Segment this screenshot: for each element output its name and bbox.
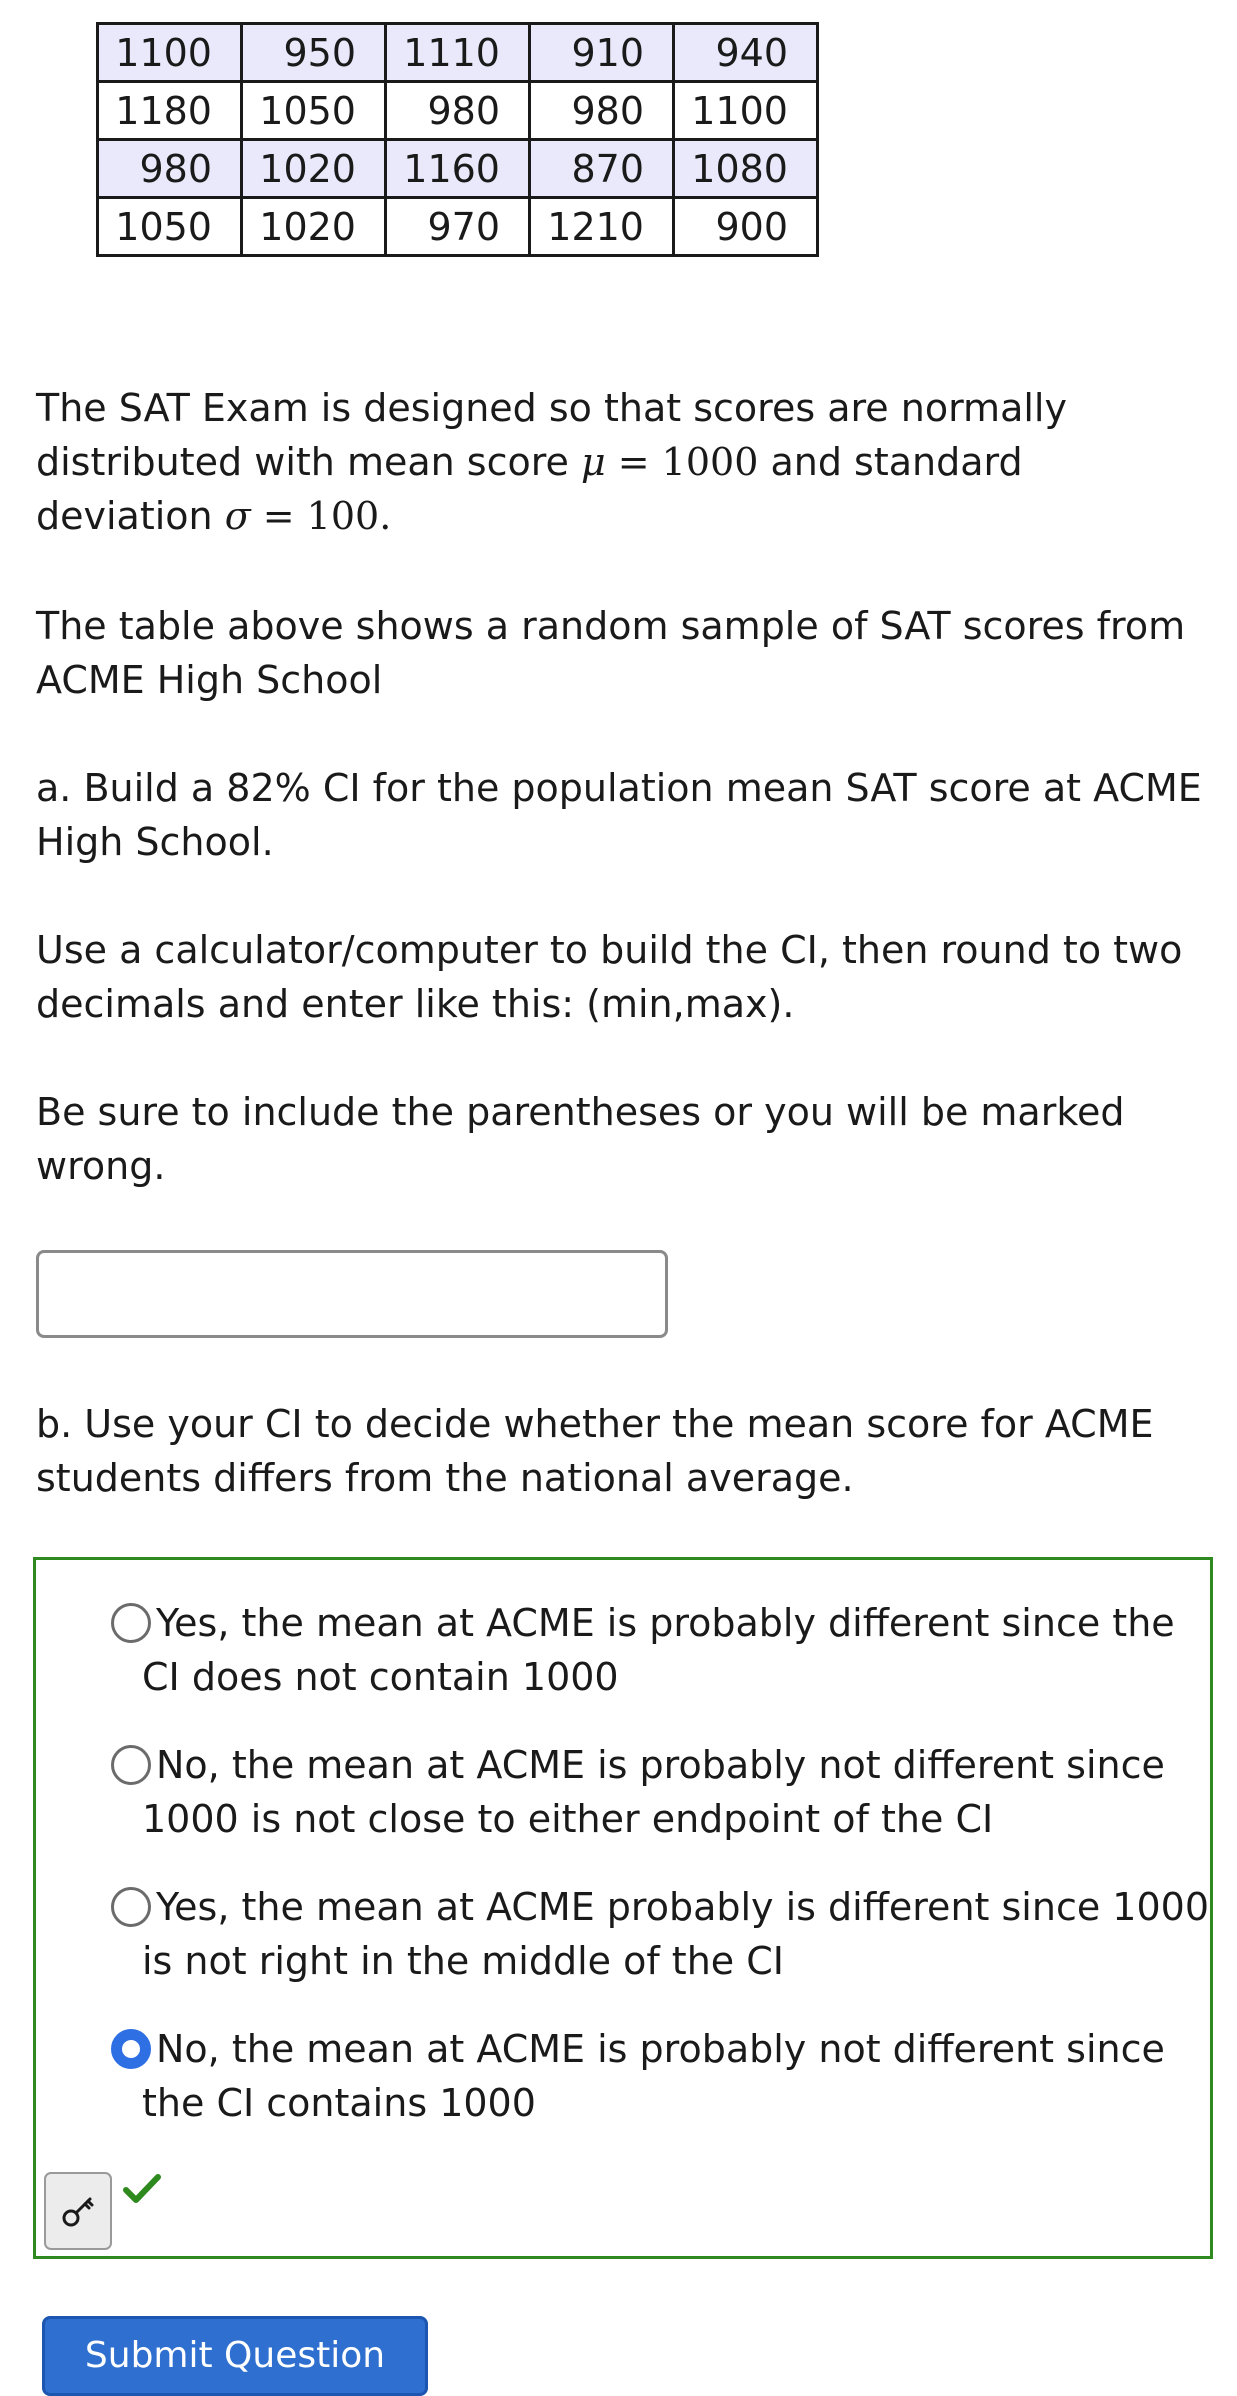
radio-button[interactable] — [111, 1745, 151, 1785]
table-cell: 1050 — [98, 198, 242, 256]
table-cell: 1020 — [242, 140, 386, 198]
choice-line-2: 1000 is not close to either endpoint of the CI — [142, 1797, 994, 1841]
choice-line-1: Yes, the mean at ACME probably is different since 1000 — [156, 1885, 1209, 1929]
choice-line-2: is not right in the middle of the CI — [142, 1939, 784, 1983]
table-cell: 1180 — [98, 82, 242, 140]
table-cell: 980 — [386, 82, 530, 140]
intro-line-2b: and standard — [758, 440, 1023, 484]
choice-option-3[interactable] — [111, 1880, 1221, 1988]
choice-label — [111, 1880, 1221, 1988]
submit-question-button[interactable]: Submit Question — [42, 2316, 428, 2396]
choice-line-2: CI does not contain 1000 — [142, 1655, 619, 1699]
scores-table — [96, 22, 819, 257]
answer-choices-group — [33, 1557, 1213, 2259]
table-cell: 870 — [530, 140, 674, 198]
part-a-instructions: Use a calculator/computer to build the CI, then round to two decimals and enter like this: (min,max). — [36, 928, 1183, 1026]
choice-line-1: Yes, the mean at ACME is probably different since the — [156, 1601, 1175, 1645]
table-cell: 900 — [674, 198, 818, 256]
table-cell: 1050 — [242, 82, 386, 140]
ci-answer-input[interactable] — [36, 1250, 668, 1338]
sigma-symbol: σ — [224, 494, 251, 538]
choice-line-1: No, the mean at ACME is probably not different since — [156, 2027, 1165, 2071]
radio-button-selected[interactable] — [111, 2029, 151, 2069]
choice-label — [111, 1596, 1221, 1704]
table-description: The table above shows a random sample of SAT scores from ACME High School — [36, 604, 1186, 702]
table-cell: 1080 — [674, 140, 818, 198]
choice-line-1: No, the mean at ACME is probably not different since — [156, 1743, 1165, 1787]
checkmark-icon — [122, 2172, 162, 2206]
part-b-prompt: b. Use your CI to decide whether the mean score for ACME students differs from the national average. — [36, 1402, 1154, 1500]
choice-line-2: the CI contains 1000 — [142, 2081, 536, 2125]
table-row — [98, 140, 818, 198]
mu-symbol: μ — [580, 440, 606, 484]
table-cell: 970 — [386, 198, 530, 256]
table-cell: 1100 — [674, 82, 818, 140]
intro-line-3a: deviation — [36, 494, 213, 538]
intro-paragraph — [36, 381, 1206, 543]
sigma-expression — [225, 494, 392, 538]
table-cell: 940 — [674, 24, 818, 82]
table-cell: 1110 — [386, 24, 530, 82]
table-row — [98, 82, 818, 140]
table-cell: 1210 — [530, 198, 674, 256]
part-a-warning: Be sure to include the parentheses or you will be marked wrong. — [36, 1090, 1125, 1188]
mu-value: = 1000 — [605, 440, 759, 484]
table-cell: 910 — [530, 24, 674, 82]
table-cell: 980 — [530, 82, 674, 140]
table-cell: 1100 — [98, 24, 242, 82]
radio-button[interactable] — [111, 1603, 151, 1643]
table-row — [98, 24, 818, 82]
show-answer-key-button[interactable] — [44, 2172, 112, 2250]
intro-line-2a: distributed with mean score — [36, 440, 569, 484]
table-cell: 1160 — [386, 140, 530, 198]
radio-button[interactable] — [111, 1887, 151, 1927]
table-cell: 950 — [242, 24, 386, 82]
sigma-value: = 100. — [250, 494, 392, 538]
choice-option-1[interactable] — [111, 1596, 1221, 1704]
choice-label — [111, 2022, 1221, 2130]
choice-label — [111, 1738, 1221, 1846]
table-cell: 980 — [98, 140, 242, 198]
table-cell: 1020 — [242, 198, 386, 256]
choice-option-2[interactable] — [111, 1738, 1221, 1846]
intro-line-1: The SAT Exam is designed so that scores are normally — [36, 386, 1067, 430]
table-row — [98, 198, 818, 256]
choice-option-4[interactable] — [111, 2022, 1221, 2130]
part-a-prompt: a. Build a 82% CI for the population mean SAT score at ACME High School. — [36, 766, 1202, 864]
key-icon — [58, 2191, 98, 2231]
mu-expression — [581, 440, 758, 484]
